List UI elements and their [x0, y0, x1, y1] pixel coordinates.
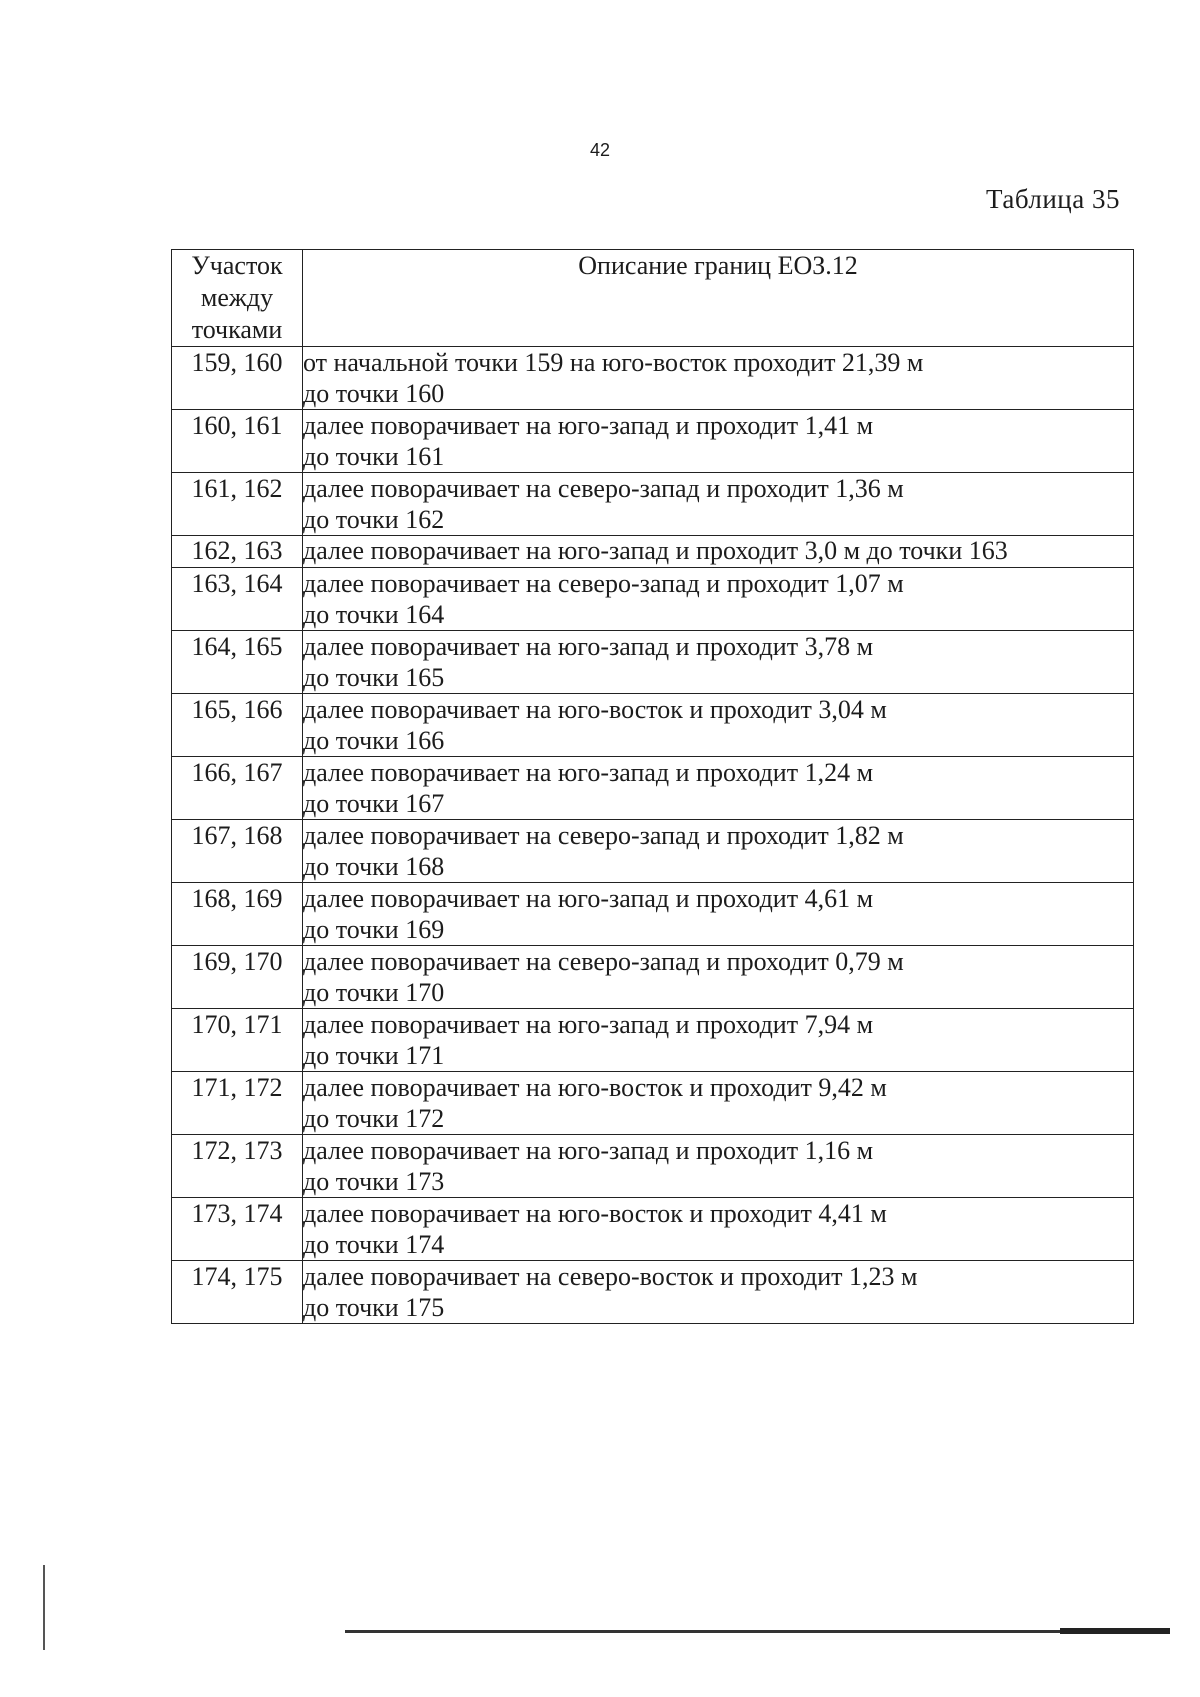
description-line: далее поворачивает на северо-восток и проходит 1,23 м — [303, 1262, 918, 1291]
description-cell — [303, 347, 1134, 410]
header-section-line: Участок — [191, 251, 283, 280]
description-cell — [303, 883, 1134, 946]
description-line: далее поворачивает на юго-запад и проходит 3,78 м — [303, 632, 874, 661]
description-line: далее поворачивает на юго-запад и проходит 1,16 м — [303, 1136, 874, 1165]
description-cell — [303, 1009, 1134, 1072]
section-cell: 173, 174 — [172, 1198, 303, 1261]
description-cell — [303, 1198, 1134, 1261]
section-cell: 174, 175 — [172, 1261, 303, 1324]
table-row — [172, 347, 1134, 410]
table-caption: Таблица 35 — [986, 184, 1120, 214]
table-row — [172, 1198, 1134, 1261]
description-line: до точки 171 — [303, 1041, 445, 1070]
description-line: до точки 169 — [303, 915, 445, 944]
table-row — [172, 410, 1134, 473]
table-body — [172, 347, 1134, 1324]
section-cell: 171, 172 — [172, 1072, 303, 1135]
section-cell: 166, 167 — [172, 757, 303, 820]
description-cell — [303, 473, 1134, 536]
section-cell: 170, 171 — [172, 1009, 303, 1072]
description-line: до точки 174 — [303, 1230, 445, 1259]
table-row — [172, 631, 1134, 694]
header-section — [172, 250, 303, 347]
description-line: до точки 166 — [303, 726, 445, 755]
description-cell — [303, 1135, 1134, 1198]
table-row — [172, 1135, 1134, 1198]
table-row — [172, 536, 1134, 568]
description-line: до точки 167 — [303, 789, 445, 818]
table-row — [172, 473, 1134, 536]
table-row — [172, 757, 1134, 820]
header-section-line: точками — [191, 315, 283, 344]
section-cell: 163, 164 — [172, 568, 303, 631]
description-cell — [303, 757, 1134, 820]
section-cell: 172, 173 — [172, 1135, 303, 1198]
table-row — [172, 1072, 1134, 1135]
table-row — [172, 820, 1134, 883]
description-line: далее поворачивает на северо-запад и проходит 1,07 м — [303, 569, 904, 598]
description-line: до точки 175 — [303, 1293, 445, 1322]
description-line: до точки 160 — [303, 379, 445, 408]
description-line: далее поворачивает на северо-запад и проходит 1,36 м — [303, 474, 904, 503]
section-cell: 169, 170 — [172, 946, 303, 1009]
section-cell: 160, 161 — [172, 410, 303, 473]
header-description: Описание границ ЕОЗ.12 — [303, 250, 1134, 347]
description-line: далее поворачивает на юго-запад и проходит 7,94 м — [303, 1010, 874, 1039]
section-cell: 168, 169 — [172, 883, 303, 946]
boundary-table — [171, 249, 1134, 1324]
section-cell: 164, 165 — [172, 631, 303, 694]
description-line: до точки 168 — [303, 852, 445, 881]
description-line: далее поворачивает на северо-запад и проходит 1,82 м — [303, 821, 904, 850]
table-row — [172, 946, 1134, 1009]
table-header-row — [172, 250, 1134, 347]
description-line: до точки 173 — [303, 1167, 445, 1196]
section-cell: 162, 163 — [172, 536, 303, 568]
table-row — [172, 694, 1134, 757]
description-cell — [303, 631, 1134, 694]
scan-left-mark — [43, 1565, 45, 1650]
table-row — [172, 568, 1134, 631]
description-line: далее поворачивает на юго-запад и проходит 1,24 м — [303, 758, 874, 787]
description-cell — [303, 410, 1134, 473]
scan-bottom-line — [345, 1630, 1170, 1633]
page-number: 42 — [589, 140, 611, 160]
description-line: далее поворачивает на северо-запад и проходит 0,79 м — [303, 947, 904, 976]
description-line: далее поворачивает на юго-восток и проходит 3,04 м — [303, 695, 887, 724]
description-line: до точки 170 — [303, 978, 445, 1007]
description-cell — [303, 1072, 1134, 1135]
description-line: до точки 165 — [303, 663, 445, 692]
description-line: далее поворачивает на юго-запад и проходит 1,41 м — [303, 411, 874, 440]
description-cell — [303, 694, 1134, 757]
description-line: далее поворачивает на юго-запад и проходит 3,0 м до точки 163 — [303, 536, 1008, 565]
description-line: далее поворачивает на юго-восток и проходит 4,41 м — [303, 1199, 887, 1228]
description-cell — [303, 536, 1134, 568]
description-line: далее поворачивает на юго-восток и проходит 9,42 м — [303, 1073, 887, 1102]
scan-bottom-line-end — [1060, 1628, 1170, 1634]
header-section-line: между — [200, 283, 274, 312]
description-line: до точки 172 — [303, 1104, 445, 1133]
description-line: до точки 161 — [303, 442, 445, 471]
description-line: до точки 162 — [303, 505, 445, 534]
section-cell: 167, 168 — [172, 820, 303, 883]
description-line: до точки 164 — [303, 600, 445, 629]
description-cell — [303, 820, 1134, 883]
table-row — [172, 1009, 1134, 1072]
table-row — [172, 883, 1134, 946]
section-cell: 159, 160 — [172, 347, 303, 410]
section-cell: 165, 166 — [172, 694, 303, 757]
description-cell — [303, 946, 1134, 1009]
section-cell: 161, 162 — [172, 473, 303, 536]
table-row — [172, 1261, 1134, 1324]
description-cell — [303, 568, 1134, 631]
description-line: от начальной точки 159 на юго-восток проходит 21,39 м — [303, 348, 924, 377]
description-line: далее поворачивает на юго-запад и проходит 4,61 м — [303, 884, 874, 913]
description-cell — [303, 1261, 1134, 1324]
